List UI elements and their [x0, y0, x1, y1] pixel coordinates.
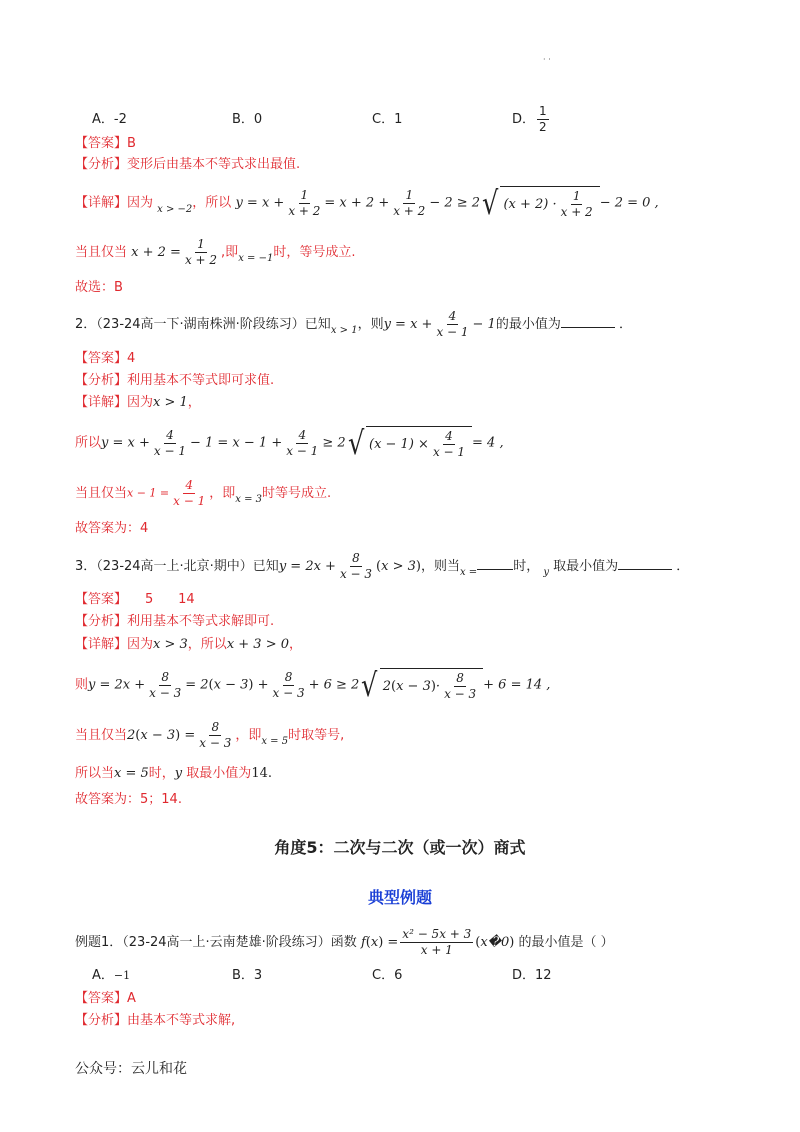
sub-title: 典型例题 — [367, 888, 432, 907]
footer-text: 公众号：云儿和花 — [75, 1061, 187, 1077]
q1-detail: 【详解】因为 $_{x > -2}$，所以 y = x + $\frac{1}{x + 2}$ = x + 2 + $\frac{1}{x + 2}$ − 2 ≥ 2 √ (x + 2) · $\frac{1}{x + 2}$ − 2 = 0 , — [75, 184, 659, 222]
q3-final: 故答案为：5；14. — [75, 792, 182, 807]
q2-question: 2．（23-24高一下·湖南株洲·阶段练习）已知$_{x > 1}$，则y = x + $\frac{4}{x - 1}$ − 1的最小值为 ． — [75, 309, 632, 339]
q2-blank[interactable] — [561, 315, 615, 328]
q1-answer: 【答案】B — [75, 136, 136, 151]
q3-derivation: 则y = 2x + $\frac{8}{x - 3}$ = 2(x − 3) + $\frac{8}{x - 3}$ + 6 ≥ 2 √ 2 ( x − 3 ) · $\frac{8}{x - 3}$ + 6 = 14 , — [75, 666, 551, 704]
section-title: 角度5：二次与二次（或一次）商式 — [274, 838, 526, 857]
q3-blank-x[interactable] — [477, 557, 513, 570]
q1-options — [92, 104, 551, 135]
q1-equality: 当且仅当 x + 2 = $\frac{1}{x + 2}$ ,即$_{x = -1}$时，等号成立. — [75, 237, 356, 267]
ex1-option-d: D．12 — [512, 968, 552, 983]
ex1-answer: 【答案】A — [75, 991, 136, 1006]
ex1-option-c: C．6 — [372, 968, 403, 983]
q3-analysis: 【分析】利用基本不等式求解即可. — [75, 614, 275, 629]
q2-detail: 【详解】因为x > 1， — [75, 395, 201, 410]
q1-analysis: 【分析】变形后由基本不等式求出最值. — [75, 157, 301, 172]
q3-equality: 当且仅当2(x − 3) = $\frac{8}{x - 3}$ ，即$_{x = 5}$时取等号, — [75, 720, 345, 750]
q2-analysis: 【分析】利用基本不等式即可求值. — [75, 373, 275, 388]
q1-option-c: C．1 — [372, 112, 403, 127]
q1-option-a: A．-2 — [92, 112, 127, 127]
q3-detail: 【详解】因为x > 3，所以x + 3 > 0， — [75, 637, 303, 652]
corner-marks: · · — [543, 55, 551, 64]
q1-option-d: D． $\frac{1}{2}$ — [512, 104, 547, 134]
ex1-option-a: A．−1 — [92, 968, 131, 983]
q1-inequality: y = x + $\frac{1}{x + 2}$ = x + 2 + $\frac{1}{x + 2}$ − 2 ≥ 2 √ (x + 2) · $\frac{1}{x + 2}$ − 2 = 0 , — [235, 184, 659, 222]
q2-final: 故答案为：4 — [75, 521, 149, 536]
q1-choose: 故选：B — [75, 280, 123, 295]
q3-blank-min[interactable] — [618, 557, 672, 570]
q1-option-b: B．0 — [232, 112, 263, 127]
q2-answer: 【答案】4 — [75, 351, 136, 366]
ex1-options — [92, 967, 552, 985]
q2-derivation: 所以y = x + $\frac{4}{x - 1}$ − 1 = x − 1 + $\frac{4}{x - 1}$ ≥ 2 √ (x − 1) × $\frac{4}{x - 1}$ = 4 , — [75, 424, 504, 462]
q3-question: 3．（23-24高一上·北京·期中）已知y = 2x + $\frac{8}{x - 3}$ (x > 3)，则当$_{x =}$ 时， $_y$ 取最小值为 ． — [75, 551, 690, 581]
q3-answer: 【答案】 5 14 — [75, 592, 195, 607]
ex1-question: 例题1．（23-24高一上·云南楚雄·阶段练习）函数 f(x) = $\frac{\text{x² − 5x + 3}}{x + 1}$ (x�0) 的最小值是（ ） — [75, 927, 614, 957]
q3-conclusion: 所以当x = 5时，y 取最小值为14. — [75, 766, 272, 781]
q2-equality: 当且仅当x − 1 = $\frac{4}{x - 1}$ ，即$_{x = 3}$时等号成立. — [75, 478, 332, 508]
ex1-analysis: 【分析】由基本不等式求解, — [75, 1013, 236, 1028]
ex1-option-b: B．3 — [232, 968, 263, 983]
